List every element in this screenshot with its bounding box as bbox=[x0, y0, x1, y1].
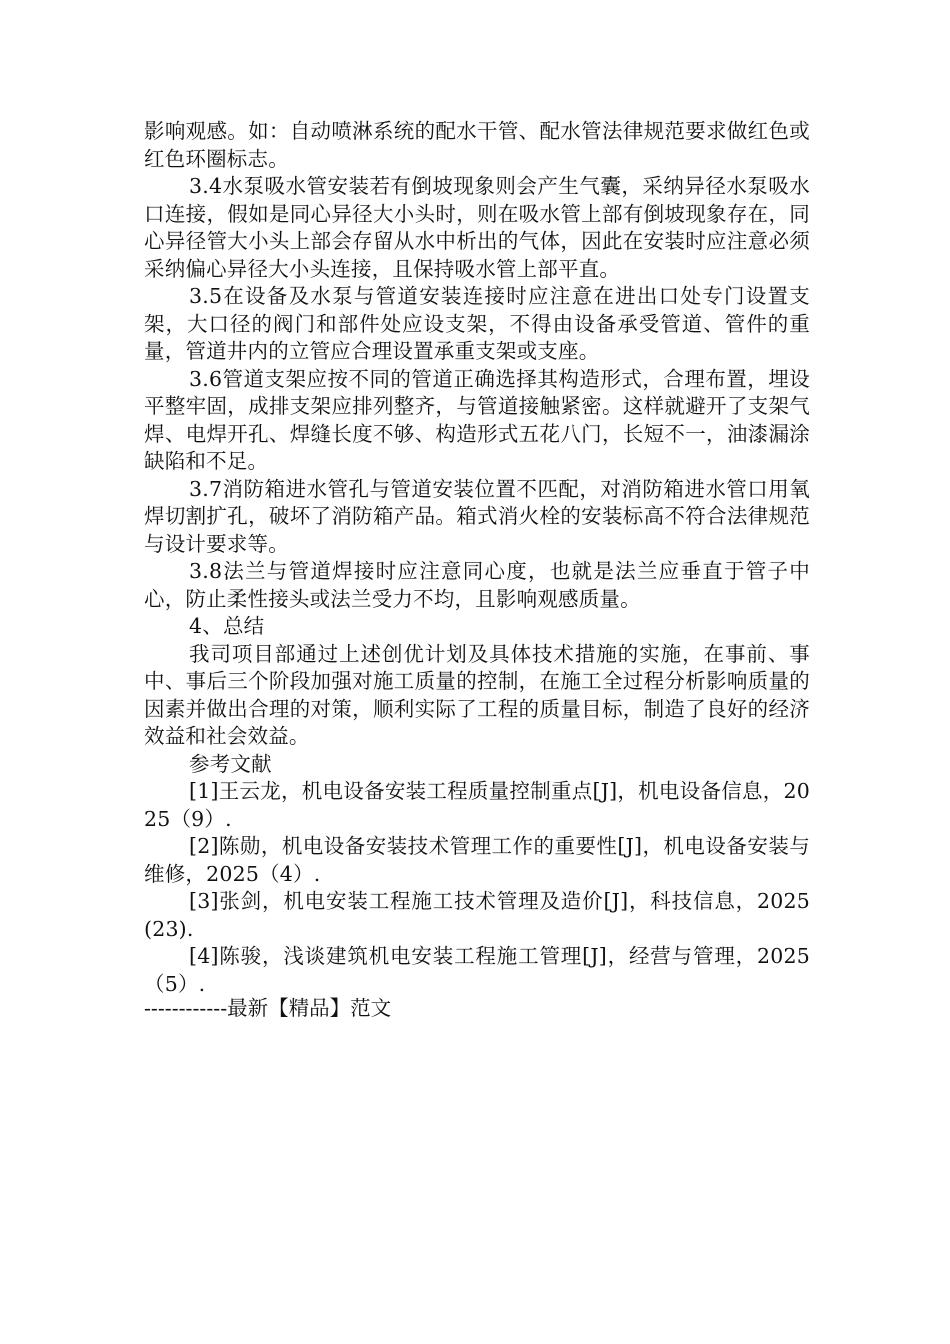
paragraph-summary: 我司项目部通过上述创优计划及具体技术措施的实施，在事前、事中、事后三个阶段加强对施工质量的控制，在施工全过程分析影响质量的因素并做出合理的对策，顺利实际了工程的质量目标，制造了良好的经济效益和社会效益。 bbox=[144, 641, 810, 748]
paragraph-3-4: 3.4水泵吸水管安装若有倒坡现象则会产生气囊，采纳异径水泵吸水口连接，假如是同心异径大小头时，则在吸水管上部有倒坡现象存在，同心异径管大小头上部会存留从水中析出的气体，因此在安装时应注意必须采纳偏心异径大小头连接，且保持吸水管上部平直。 bbox=[144, 174, 810, 281]
reference-item: [4]陈骏，浅谈建筑机电安装工程施工管理[J]，经营与管理，2025（5）. bbox=[144, 944, 810, 996]
references-heading: 参考文献 bbox=[189, 751, 272, 776]
paragraph-3-6: 3.6管道支架应按不同的管道正确选择其构造形式，合理布置，埋设平整牢固，成排支架应排列整齐，与管道接触紧密。这样就避开了支架气焊、电焊开孔、焊缝长度不够、构造形式五花八门，长短不一，油漆漏涂缺陷和不足。 bbox=[144, 366, 810, 473]
section-heading-summary: 4、总结 bbox=[189, 614, 265, 638]
paragraph-3-7: 3.7消防箱进水管孔与管道安装位置不匹配，对消防箱进水管口用氧焊切割扩孔，破坏了消防箱产品。箱式消火栓的安装标高不符合法律规范与设计要求等。 bbox=[144, 476, 810, 556]
reference-item: [1]王云龙，机电设备安装工程质量控制重点[J]，机电设备信息，2025（9）. bbox=[144, 779, 810, 831]
footer-banner: ------------最新【精品】范文 bbox=[144, 996, 392, 1020]
reference-item: [3]张剑，机电安装工程施工技术管理及造价[J]，科技信息，2025(23). bbox=[144, 889, 810, 941]
paragraph-3-8: 3.8法兰与管道焊接时应注意同心度，也就是法兰应垂直于管子中心，防止柔性接头或法兰受力不均，且影响观感质量。 bbox=[144, 559, 810, 611]
paragraph-continuation: 影响观感。如：自动喷淋系统的配水干管、配水管法律规范要求做红色或红色环圈标志。 bbox=[144, 119, 810, 171]
reference-item: [2]陈勋，机电设备安装技术管理工作的重要性[J]，机电设备安装与维修，2025（4）. bbox=[144, 834, 810, 886]
document-body bbox=[144, 118, 810, 998]
paragraph-3-5: 3.5在设备及水泵与管道安装连接时应注意在进出口处专门设置支架，大口径的阀门和部件处应设支架，不得由设备承受管道、管件的重量，管道井内的立管应合理设置承重支架或支座。 bbox=[144, 284, 810, 363]
